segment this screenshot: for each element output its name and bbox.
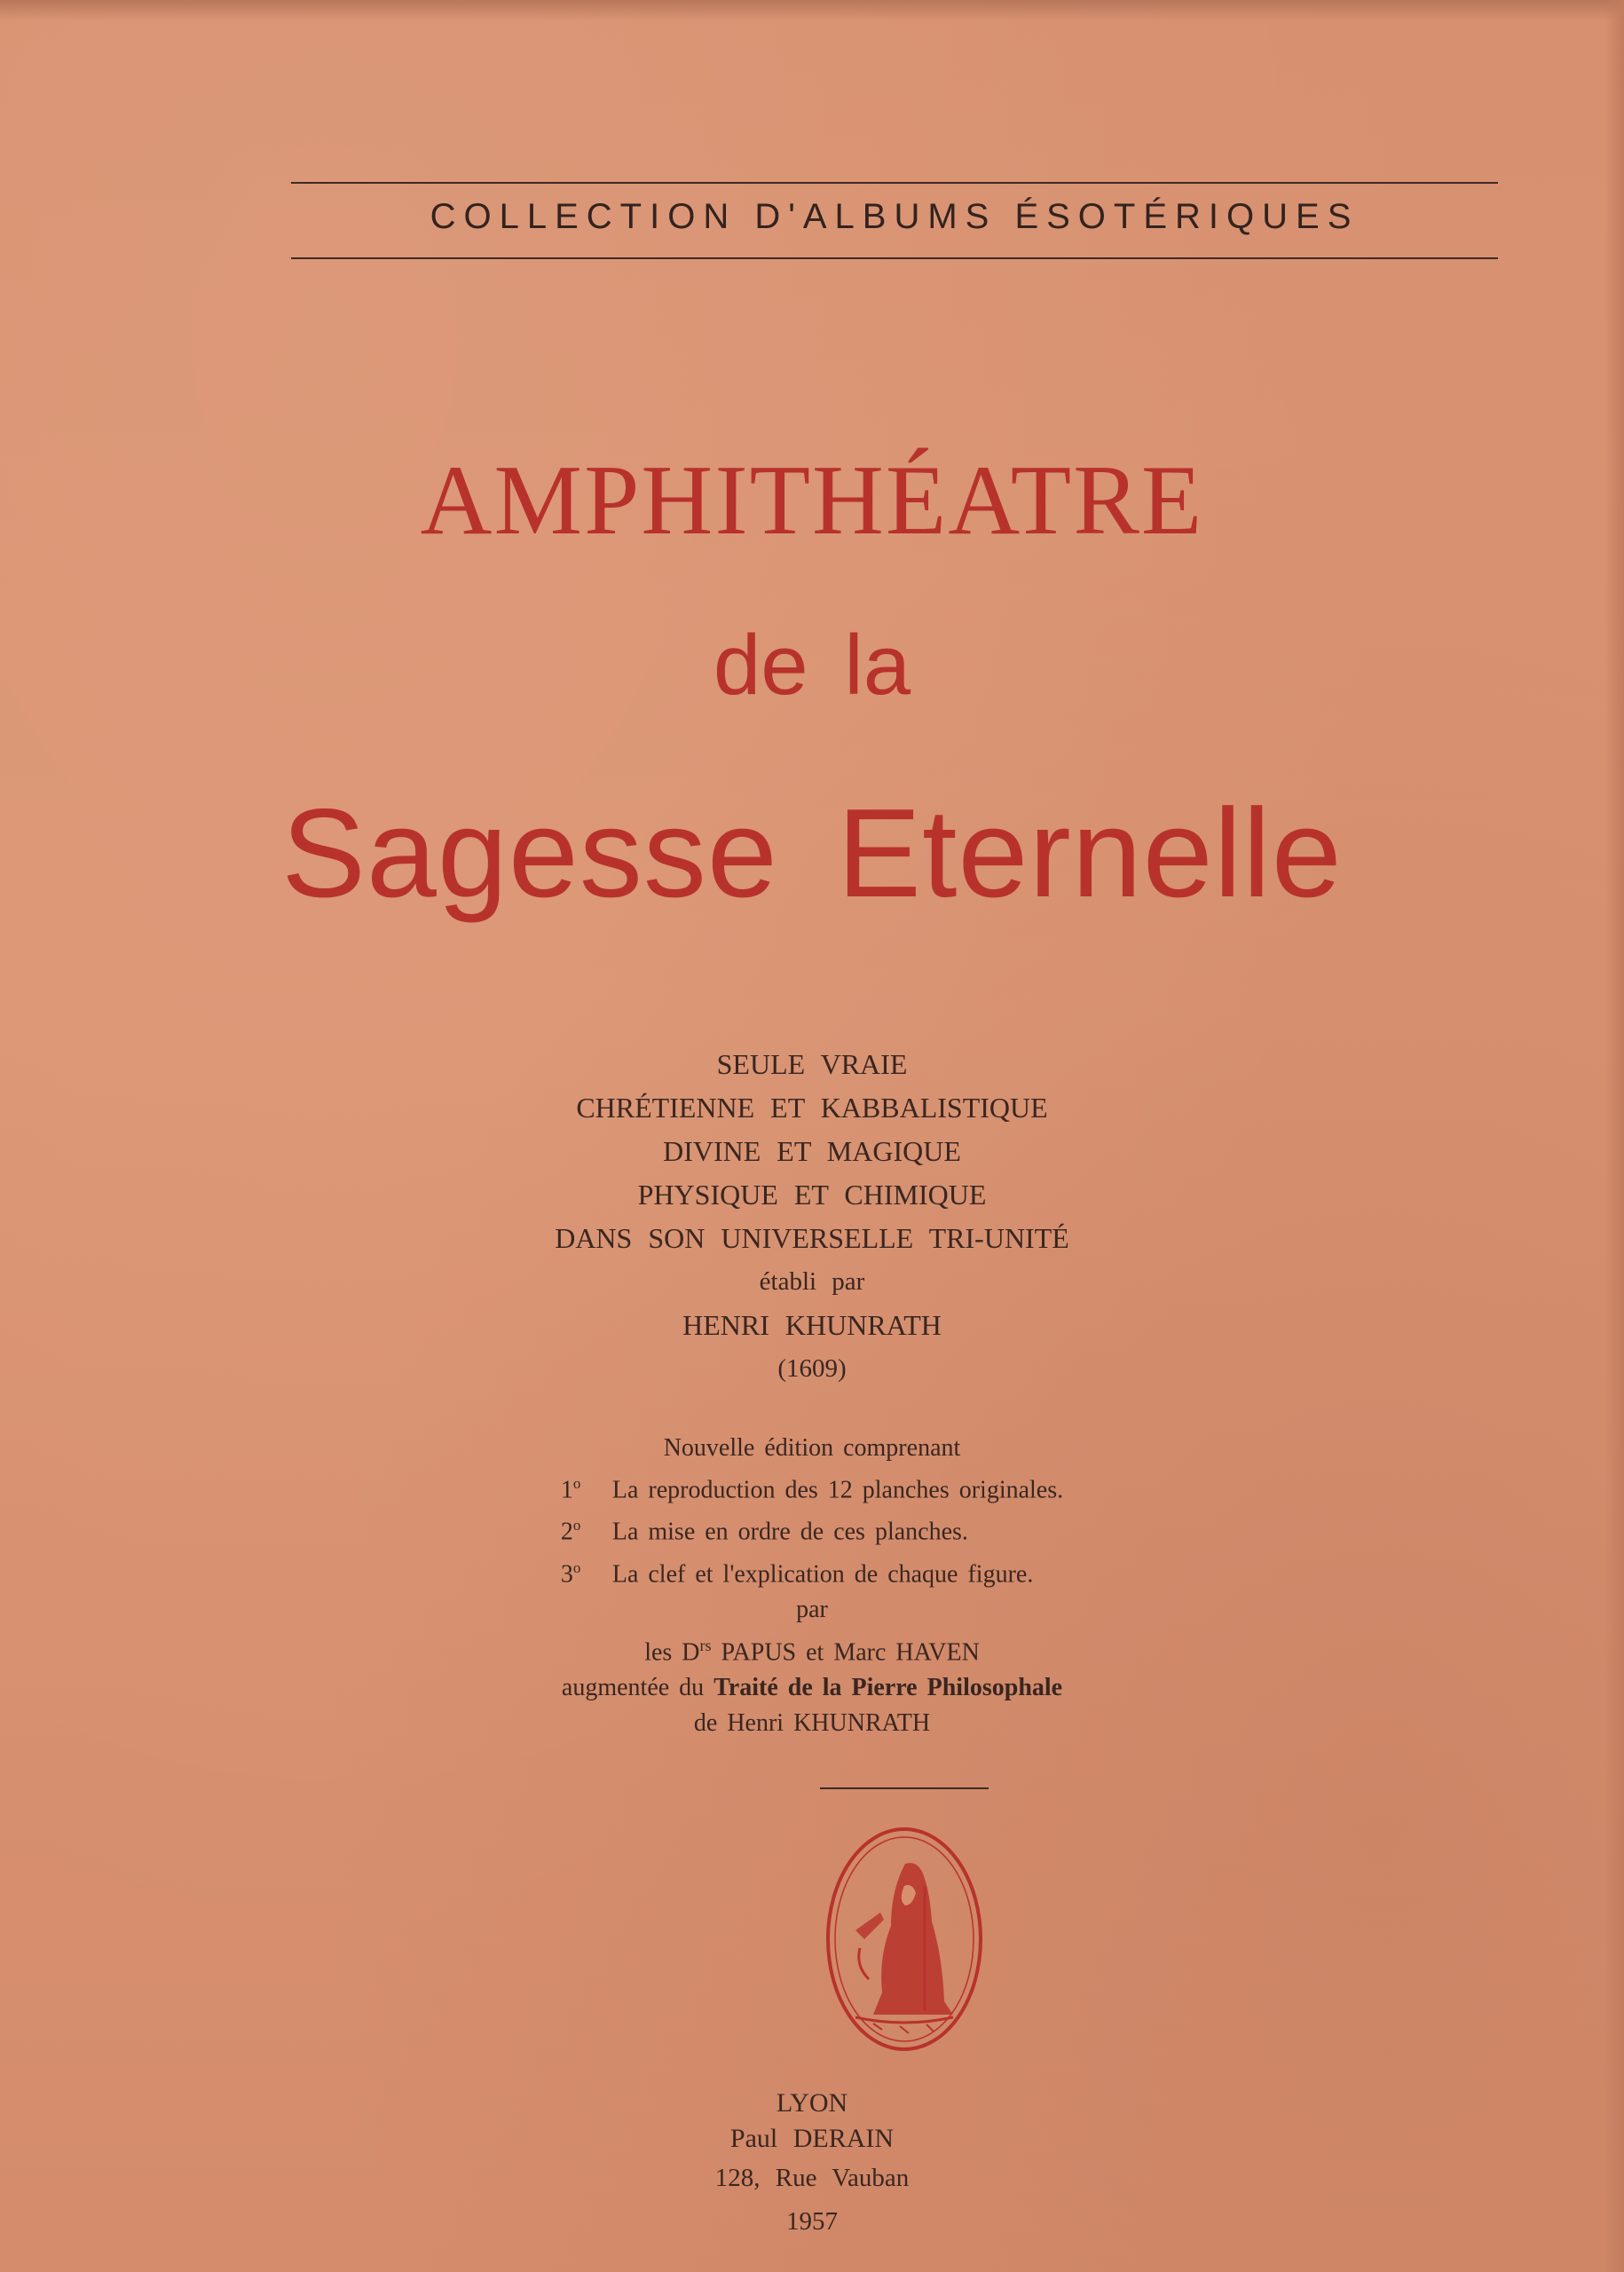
series-title: COLLECTION D'ALBUMS ÉSOTÉRIQUES: [430, 197, 1360, 236]
editors-line: les $D^{rs}$ PAPUS et Marc HAVEN: [644, 1636, 980, 1667]
edition-item-number: 1$^o$: [560, 1475, 581, 1504]
augmented-author: de Henri KHUNRATH: [693, 1709, 931, 1738]
edition-intro: Nouvelle édition comprenant: [663, 1434, 961, 1462]
subtitle-line: DIVINE ET MAGIQUE: [663, 1135, 961, 1167]
edition-item-number: 2$^o$: [560, 1517, 581, 1546]
edition-item-text: La reproduction des 12 planches originales.: [611, 1476, 1064, 1504]
original-year: (1609): [777, 1354, 847, 1383]
subtitle-line: SEULE VRAIE: [716, 1048, 908, 1080]
cover-top-edge: [0, 0, 1624, 21]
par-label: par: [796, 1595, 828, 1623]
edition-item: [561, 1508, 1063, 1550]
edition-item: [561, 1550, 1063, 1592]
subtitle-line: DANS SON UNIVERSELLE TRI-UNITÉ: [555, 1222, 1069, 1254]
imprint-address: 128, Rue Vauban: [714, 2164, 910, 2192]
imprint-year: 1957: [786, 2207, 838, 2236]
hooded-pilgrim-emblem-icon: [820, 1824, 989, 2055]
edition-item: [561, 1466, 1063, 1508]
subtitle-line: PHYSIQUE ET CHIMIQUE: [637, 1179, 987, 1211]
edition-item-number: 3$^o$: [560, 1558, 581, 1588]
augmented-line: augmentée du Traité de la Pierre Philosophale: [561, 1674, 1063, 1702]
augmented-work-title: Traité de la Pierre Philosophale: [713, 1674, 1063, 1702]
edition-item-text: La mise en ordre de ces planches.: [611, 1518, 968, 1546]
edition-list: [561, 1466, 1063, 1592]
separator-rule: [820, 1787, 989, 1789]
title-line-2: de la: [713, 618, 911, 713]
established-by: établi par: [759, 1267, 865, 1296]
imprint-publisher: Paul DERAIN: [729, 2124, 895, 2153]
title-line-1: AMPHITHÉATRE: [420, 446, 1204, 556]
edition-block: [0, 1431, 1624, 1741]
imprint-block: [0, 2086, 1624, 2244]
author-name: HENRI KHUNRATH: [682, 1309, 942, 1341]
series-rule-bottom: [291, 257, 1498, 259]
title-line-3: Sagesse Eternelle: [281, 783, 1343, 924]
subtitle-line: CHRÉTIENNE ET KABBALISTIQUE: [576, 1092, 1048, 1124]
edition-item-text: La clef et l'explication de chaque figure.: [611, 1559, 1034, 1588]
subtitle-block: [0, 1043, 1624, 1391]
imprint-city: LYON: [776, 2088, 848, 2118]
series-rule-top: [291, 182, 1498, 184]
